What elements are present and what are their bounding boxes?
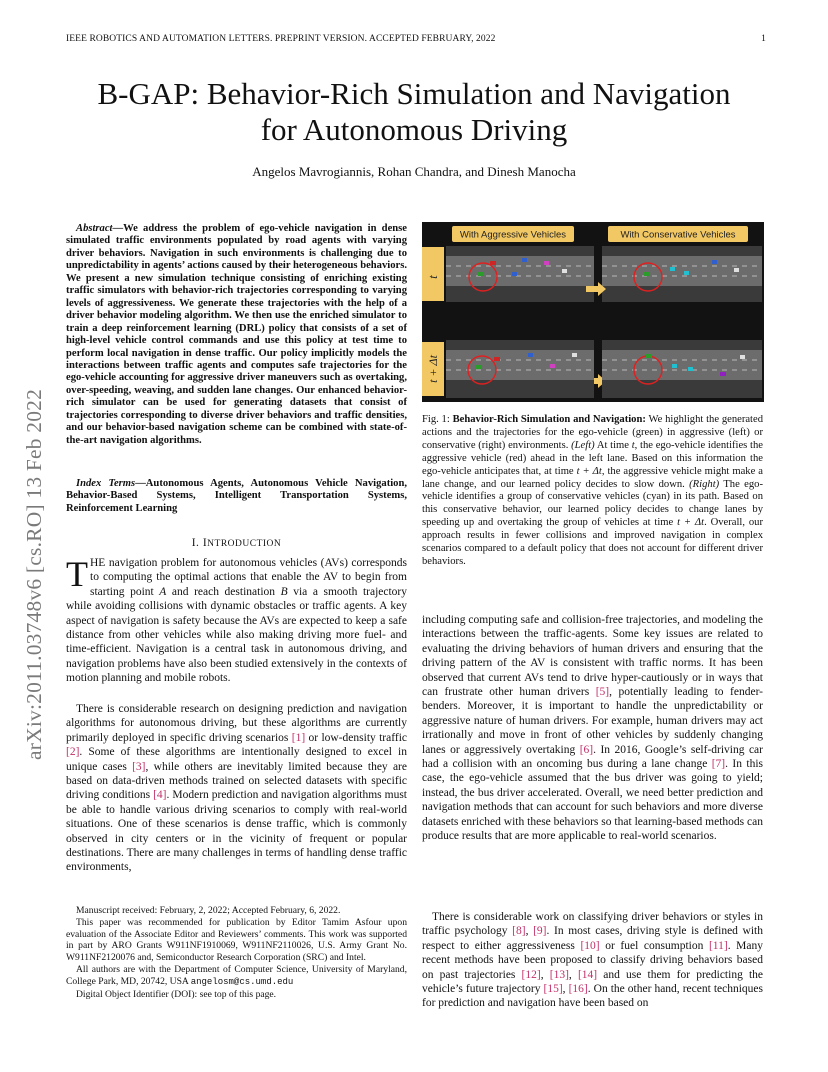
figure-1-image bbox=[422, 222, 764, 402]
caption-text: . Overall, our approach results in fewer collisions and improved navigation in complex scenarios compared to a default policy that does not account for different driver behaviors. bbox=[422, 517, 763, 567]
body-text: or fuel consumption bbox=[599, 939, 709, 952]
intro-text: HE navigation problem for autonomous vehicles (AVs) corresponds to computing the optimal actions that enable the AV to begin from starting point bbox=[90, 557, 407, 598]
intro-paragraph-1 bbox=[66, 556, 407, 686]
citation-link[interactable]: [13] bbox=[549, 968, 569, 981]
caption-label: Fig. 1: bbox=[422, 414, 453, 425]
abstract-label: Abstract bbox=[76, 223, 113, 234]
right-column-paragraph-2 bbox=[422, 910, 763, 1011]
footnote-line: This paper was recommended for publication by Editor Tamim Asfour upon evaluation of the Associate Editor and Reviewers’ comments. This work was supported in part by ARO Grants W911NF1910069, W911NF2110026, U.S. Army Grant No. W911NF2120076 and, Semiconductor Research Corporation (SRC) and Intel. bbox=[66, 916, 407, 964]
citation-link[interactable]: [4] bbox=[153, 789, 167, 802]
body-text: , potentially leading to fender-benders. Moreover, it is important to handle the unpredictability or aggressive nature of human drivers. For example, human drivers may act irrationally and move in front of other vehicles by suddenly changing lanes or aggressively overtaking bbox=[422, 686, 763, 756]
footnote-line: Manuscript received: February, 2, 2022; Accepted February, 6, 2022. bbox=[76, 905, 341, 916]
math-var: t bbox=[631, 439, 635, 451]
fig-label-right: With Conservative Vehicles bbox=[620, 229, 736, 241]
section-number: I. bbox=[191, 537, 200, 549]
section-heading bbox=[66, 537, 407, 549]
running-title: IEEE ROBOTICS AND AUTOMATION LETTERS. PREPRINT VERSION. ACCEPTED FEBRUARY, 2022 bbox=[66, 34, 496, 44]
caption-emph: (Left) bbox=[571, 439, 595, 451]
abstract bbox=[66, 223, 407, 447]
drop-cap: T bbox=[66, 554, 88, 594]
citation-link[interactable]: [6] bbox=[579, 743, 594, 756]
title-line-2: for Autonomous Driving bbox=[260, 112, 568, 147]
intro-paragraph-2 bbox=[66, 702, 407, 875]
index-terms-label: Index Terms bbox=[76, 478, 136, 489]
body-text: There is considerable work on classifying driver behaviors or styles in traffic psychology bbox=[422, 911, 763, 938]
body-text: , bbox=[568, 968, 578, 981]
footnote-line: Digital Object Identifier (DOI): see top of this page. bbox=[76, 988, 277, 1000]
footnote-text: All authors are with the Department of Computer Science, University of Maryland, College Park, MD, 20742, USA bbox=[66, 963, 407, 987]
index-terms bbox=[66, 478, 407, 515]
citation-link[interactable]: [3] bbox=[132, 760, 146, 773]
math-var: t + Δt bbox=[677, 517, 705, 529]
citation-link[interactable]: [1] bbox=[291, 731, 306, 744]
body-text: and use them for predicting the vehicle’s future trajectory bbox=[422, 968, 764, 996]
fig-row-label-t: t bbox=[425, 275, 440, 279]
page-number: 1 bbox=[761, 34, 766, 44]
caption-text: We highlight the generated actions and the trajectories for the ego-vehicle (green) in aggressive (left) or conservative (right) environments. bbox=[422, 414, 763, 451]
intro-text: . Some of these algorithms are intentionally designed to excel in unique cases bbox=[66, 746, 407, 773]
abstract-text: —We address the problem of ego-vehicle navigation in dense simulated traffic environments populated by road agents with varying driver behaviors. Navigation in such environments is challenging due to unpredictability in agents’ actions caused by their heterogeneous behaviors. We present a new simulation technique consisting of enriching existing traffic simulators with behavior-rich trajectories corresponding to varying levels of aggressiveness. We generate these trajectories with the help of a driver behavior modeling algorithm. We then use the enriched simulator to train a deep reinforcement learning (DRL) policy that consists of a set of high-level vehicle control commands and use this policy at test time to perform local navigation in dense traffic. Our policy implicitly models the interactions between traffic agents and computes safe trajectories for the ego-vehicle accounting for aggressive driver maneuvers such as overtaking, over-speeding, weaving, and sudden lane changes. Our enhanced behavior-rich simulator can be used for generating datasets that consist of trajectories corresponding to diverse driver behaviors and traffic densities, and our behavior-based navigation scheme can be combined with state-of-the-art navigation algorithms. bbox=[66, 223, 407, 446]
body-text: . Many recent methods have been proposed to classify driving behaviors based on past trajectories bbox=[422, 939, 763, 981]
section-title-rest: NTRODUCTION bbox=[207, 539, 282, 549]
section-title-first: I bbox=[202, 537, 208, 549]
index-terms-text: —Autonomous Agents, Autonomous Vehicle Navigation, Behavior-Based Systems, Intelligent Transportation Systems, Reinforcement Learning bbox=[66, 478, 408, 514]
body-text: . In this case, the ego-vehicle assumed that the bus driver was going to yield; instead, the bus driver accelerated. Overall, we need better prediction and navigation methods that can account for such behaviors and more diverse datasets enriched with these behaviors so that learning-based methods can produce results that are more applicable to real-world scenarios. bbox=[422, 758, 763, 843]
math-var: t + Δt bbox=[576, 465, 602, 477]
math-var: B bbox=[280, 585, 288, 598]
caption-text: At time bbox=[594, 439, 632, 451]
citation-link[interactable]: [2] bbox=[66, 746, 80, 759]
author-list: Angelos Mavrogiannis, Rohan Chandra, and Dinesh Manocha bbox=[252, 164, 576, 179]
paper-title bbox=[40, 76, 788, 148]
arxiv-stamp: arXiv:2011.03748v6 [cs.RO] 13 Feb 2022 bbox=[22, 388, 46, 760]
citation-link[interactable]: [11] bbox=[708, 939, 728, 952]
citation-link[interactable]: [9] bbox=[533, 925, 547, 938]
intro-text: or low-density traffic bbox=[305, 731, 407, 744]
figure-caption bbox=[422, 414, 763, 569]
caption-text: , the ego-vehicle identifies the aggressive vehicle (red) ahead in the left lane. Based on this information the ego-vehicle anticipates that, at time bbox=[422, 439, 763, 477]
citation-link[interactable]: [5] bbox=[595, 686, 610, 699]
citation-link[interactable]: [14] bbox=[577, 968, 598, 981]
body-text: . In most cases, driving style is defined with respect to either aggressiveness bbox=[422, 925, 763, 952]
title-line-1: B-GAP: Behavior-Rich Simulation and Navigation bbox=[97, 76, 731, 111]
caption-title: Behavior-Rich Simulation and Navigation: bbox=[452, 414, 646, 425]
fig-label-left: With Aggressive Vehicles bbox=[459, 229, 567, 241]
fig-row-label-t-dt: t + Δt bbox=[426, 355, 440, 383]
body-text: , bbox=[562, 983, 569, 996]
citation-link[interactable]: [10] bbox=[580, 939, 600, 952]
body-text: , bbox=[540, 968, 550, 981]
figure-1 bbox=[422, 222, 764, 402]
running-header bbox=[66, 34, 766, 44]
body-text: , bbox=[525, 925, 534, 938]
footnote-line bbox=[66, 964, 407, 989]
footnote bbox=[66, 905, 407, 1000]
caption-text: , the aggressive vehicle might make a lane change, and our learned policy decides to slow down. bbox=[422, 465, 763, 490]
citation-link[interactable]: [16] bbox=[568, 983, 588, 996]
intro-text: There is considerable research on designing prediction and navigation algorithms for autonomous driving, but these algorithms are currently primarily deployed in specific driving scenarios bbox=[66, 703, 407, 744]
body-text: . In 2016, Google’s self-driving car had a collision with an oncoming bus during a lane change bbox=[422, 743, 763, 771]
math-var: A bbox=[159, 585, 167, 598]
intro-text: , while others are inevitably limited because they are based on data-driven methods trained on selected datasets with specific driving conditions bbox=[66, 760, 407, 802]
body-text: . On the other hand, recent techniques for prediction and navigation have been based on bbox=[422, 983, 764, 1010]
citation-link[interactable]: [12] bbox=[521, 968, 541, 981]
right-column-paragraph-1 bbox=[422, 613, 763, 844]
body-text: including computing safe and collision-free trajectories, and modeling the interactions between the traffic-agents. Some key issues are related to evaluating the driving behaviors of human drivers and ensuring that the driving pattern of the AV is consistent with traffic norms. It has been observed that current AVs tend to drive hyper-cautiously or in ways that can frustrate other human drivers bbox=[422, 614, 763, 699]
citation-link[interactable]: [7] bbox=[711, 758, 726, 771]
author-email[interactable]: angelosm@cs.umd.edu bbox=[190, 976, 294, 987]
citation-link[interactable]: [15] bbox=[543, 983, 563, 996]
citation-link[interactable]: [8] bbox=[512, 925, 526, 938]
intro-text: and reach destination bbox=[166, 585, 281, 598]
caption-emph: (Right) bbox=[689, 478, 720, 490]
intro-text: via a smooth trajectory while avoiding collisions with dynamic obstacles or traffic agents. A key aspect of navigation is safety because the AVs are expected to keep a safe distance from other vehicles while also making driving more fuel- and time-efficient. Navigation is a central task in autonomous driving, and navigation problems have also been studied extensively in the contexts of motion planning and mobile robots. bbox=[66, 585, 408, 685]
intro-text: . Modern prediction and navigation algorithms must be able to handle various driving scenarios to comply with real-world situations. One of these scenarios is dense traffic, which is commonly observed in city centers or in the vicinity of frequent or popular destinations. There are many challenges in terms of handling dense traffic environments, bbox=[66, 789, 407, 874]
caption-text: The ego-vehicle identifies a group of conservative vehicles (cyan) in its path. Based on this conservative behavior, our learned policy decides to change lanes by speeding up and overtaking the group of vehicles at time bbox=[422, 478, 763, 529]
